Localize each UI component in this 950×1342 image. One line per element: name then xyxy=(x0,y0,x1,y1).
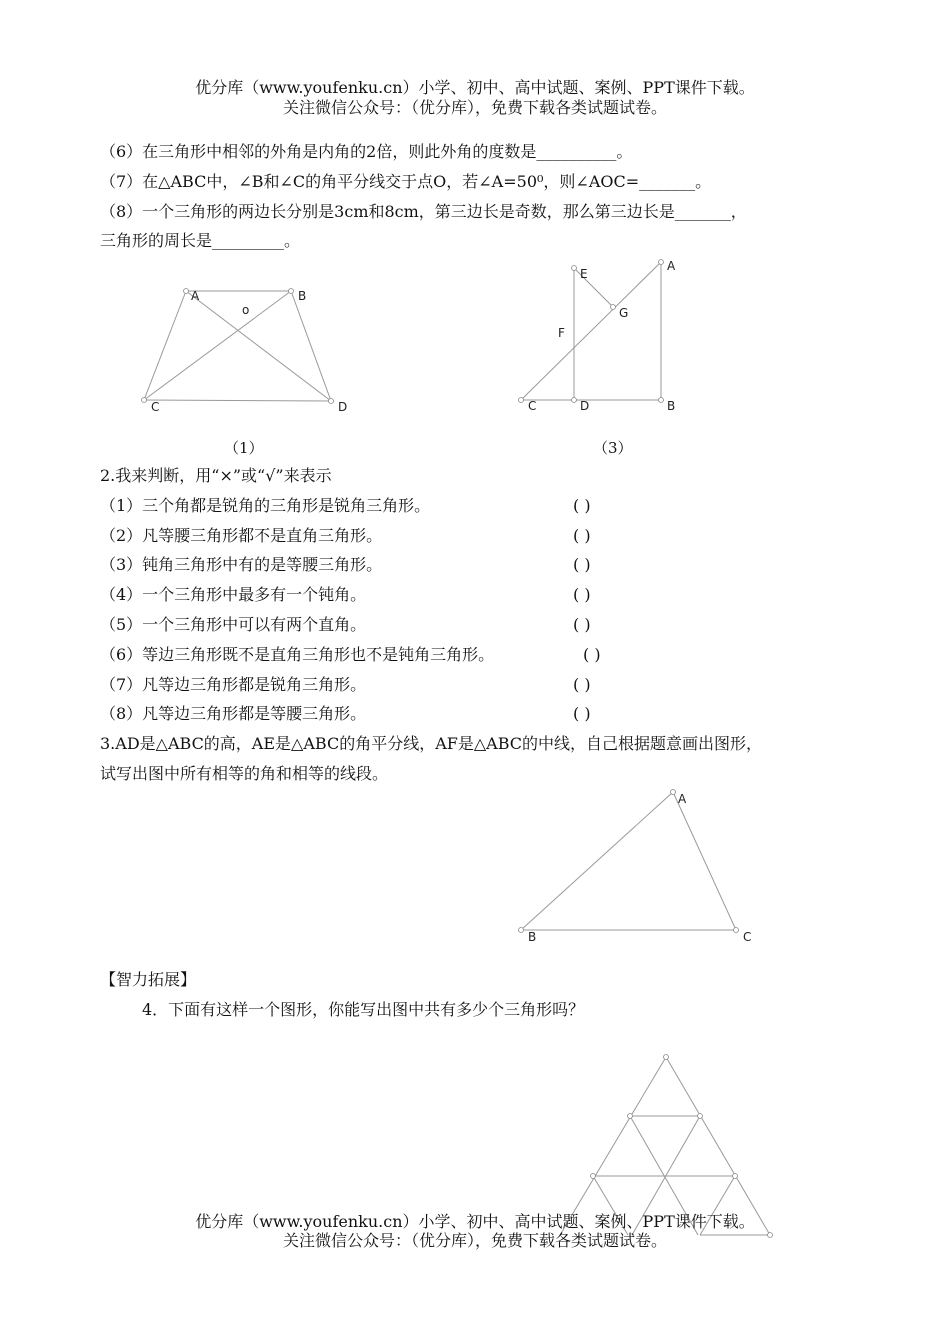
fig3-label-a: A xyxy=(667,259,676,273)
question-4: 4．下面有这样一个图形，你能写出图中共有多少个三角形吗？ xyxy=(142,1000,585,1019)
fig1-label-c: C xyxy=(151,400,160,414)
question-8-line-1: （8）一个三角形的两边长分别是3cm和8cm，第三边长是奇数，那么第三边长是_______， xyxy=(100,202,747,221)
question-7: （7）在△ABC中，∠B和∠C的角平分线交于点O，若∠A=50⁰，则∠AOC=_______。 xyxy=(100,172,712,191)
judge-item-2: （2）凡等腰三角形都不是直角三角形。 xyxy=(100,526,383,545)
q3-label-a: A xyxy=(678,792,687,806)
judge-item-6: （6）等边三角形既不是直角三角形也不是钝角三角形。 xyxy=(100,645,495,664)
fig1-label-d: D xyxy=(338,400,348,414)
answer-paren-4[interactable]: ( ) xyxy=(573,585,591,604)
judge-item-8: （8）凡等边三角形都是等腰三角形。 xyxy=(100,704,367,723)
fig1-label-a: A xyxy=(191,289,200,303)
judge-item-5: （5）一个三角形中可以有两个直角。 xyxy=(100,615,367,634)
footer-line-2: 关注微信公众号：（优分库），免费下载各类试题试卷。 xyxy=(282,1231,667,1250)
fig1-label-o: o xyxy=(242,303,250,317)
answer-paren-7[interactable]: ( ) xyxy=(573,675,591,694)
answer-paren-5[interactable]: ( ) xyxy=(573,615,591,634)
judge-item-4: （4）一个三角形中最多有一个钝角。 xyxy=(100,585,367,604)
answer-paren-6[interactable]: ( ) xyxy=(583,645,601,664)
footer-line-1: 优分库（www.youfenku.cn）小学、初中、高中试题、案例、PPT课件下载。 xyxy=(195,1212,755,1231)
q3-label-b: B xyxy=(528,930,537,944)
answer-paren-3[interactable]: ( ) xyxy=(573,555,591,574)
fig3-label-d: D xyxy=(580,399,590,413)
fig3-label-g: G xyxy=(619,306,629,320)
judge-item-3: （3）钝角三角形中有的是等腰三角形。 xyxy=(100,555,383,574)
header-line-1: 优分库（www.youfenku.cn）小学、初中、高中试题、案例、PPT课件下载。 xyxy=(195,78,755,97)
answer-paren-1[interactable]: ( ) xyxy=(573,496,591,515)
fig3-label-c: C xyxy=(528,399,537,413)
question-6: （6）在三角形中相邻的外角是内角的2倍，则此外角的度数是__________。 xyxy=(100,142,633,161)
q3-label-c: C xyxy=(743,930,752,944)
section-2-title: 2.我来判断，用“×”或“√”来表示 xyxy=(100,466,332,485)
extension-title: 【智力拓展】 xyxy=(100,970,197,989)
figure-1-caption: （1） xyxy=(224,439,264,457)
section-3-line-2: 试写出图中所有相等的角和相等的线段。 xyxy=(100,764,389,783)
fig3-label-f: F xyxy=(558,326,565,340)
answer-paren-8[interactable]: ( ) xyxy=(573,704,591,723)
fig3-label-e: E xyxy=(580,267,588,281)
answer-paren-2[interactable]: ( ) xyxy=(573,526,591,545)
section-3-line-1: 3.AD是△ABC的高，AE是△ABC的角平分线，AF是△ABC的中线，自己根据题意画出图形， xyxy=(100,734,763,753)
judge-item-1: （1）三个角都是锐角的三角形是锐角三角形。 xyxy=(100,496,431,515)
triangle-grid-lines xyxy=(560,1057,770,1235)
fig3-label-b: B xyxy=(667,399,676,413)
question-8-line-2: 三角形的周长是_________。 xyxy=(100,231,301,250)
fig1-label-b: B xyxy=(298,289,307,303)
header-line-2: 关注微信公众号：（优分库），免费下载各类试题试卷。 xyxy=(282,98,667,117)
figure-3-caption: （3） xyxy=(593,439,633,457)
judge-item-7: （7）凡等边三角形都是锐角三角形。 xyxy=(100,675,367,694)
